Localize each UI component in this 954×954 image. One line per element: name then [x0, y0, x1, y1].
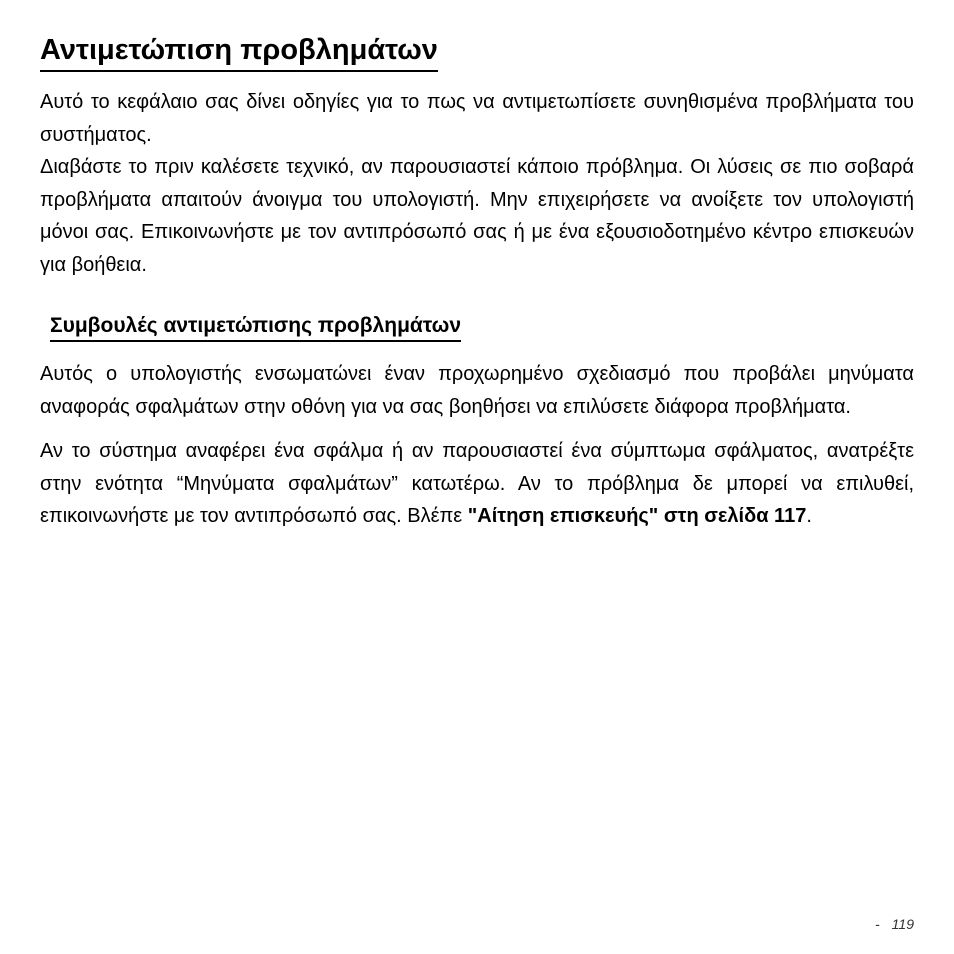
page-number: 119 [891, 916, 914, 932]
section-paragraph-2-text: Αν το σύστημα αναφέρει ένα σφάλμα ή αν παρουσιαστεί ένα σύμπτωμα σφάλματος, ανατρέξτε στην ενότητα “Μηνύματα σφαλμάτων” κατωτέρω. Αν το πρόβλημα δε μπορεί να επιλυθεί, επικοινωνήστε με τον αντιπρόσωπό σας. Βλέπε [40, 440, 914, 527]
page-content [40, 30, 914, 533]
intro-paragraph-1: Αυτό το κεφάλαιο σας δίνει οδηγίες για το πως να αντιμετωπίσετε συνηθισμένα προβλήματα του συστήματος. [40, 91, 914, 146]
repair-request-link[interactable]: "Αίτηση επισκευής" στη σελίδα 117 [467, 505, 807, 527]
page-title: Αντιμετώπιση προβλημάτων [40, 30, 438, 72]
footer-dash: - [875, 916, 880, 932]
page-footer [875, 916, 914, 932]
section-paragraph-2 [40, 435, 914, 533]
section-paragraph-2-end: . [806, 505, 812, 527]
intro-paragraph-2: Διαβάστε το πριν καλέσετε τεχνικό, αν παρουσιαστεί κάποιο πρόβλημα. Οι λύσεις σε πιο σοβαρά προβλήματα απαιτούν άνοιγμα του υπολογιστή. Μην επιχειρήσετε να ανοίξετε τον υπολογιστή μόνοι σας. Επικοινωνήστε με τον αντιπρόσωπό σας ή με ένα εξουσιοδοτημένο κέντρο επισκευών για βοήθεια. [40, 156, 914, 276]
section-paragraph-1: Αυτός ο υπολογιστής ενσωματώνει έναν προχωρημένο σχεδιασμό που προβάλει μηνύματα αναφοράς σφαλμάτων στην οθόνη για να σας βοηθήσει να επιλύσετε διάφορα προβλήματα. [40, 363, 914, 418]
section-heading: Συμβουλές αντιμετώπισης προβλημάτων [50, 312, 461, 342]
